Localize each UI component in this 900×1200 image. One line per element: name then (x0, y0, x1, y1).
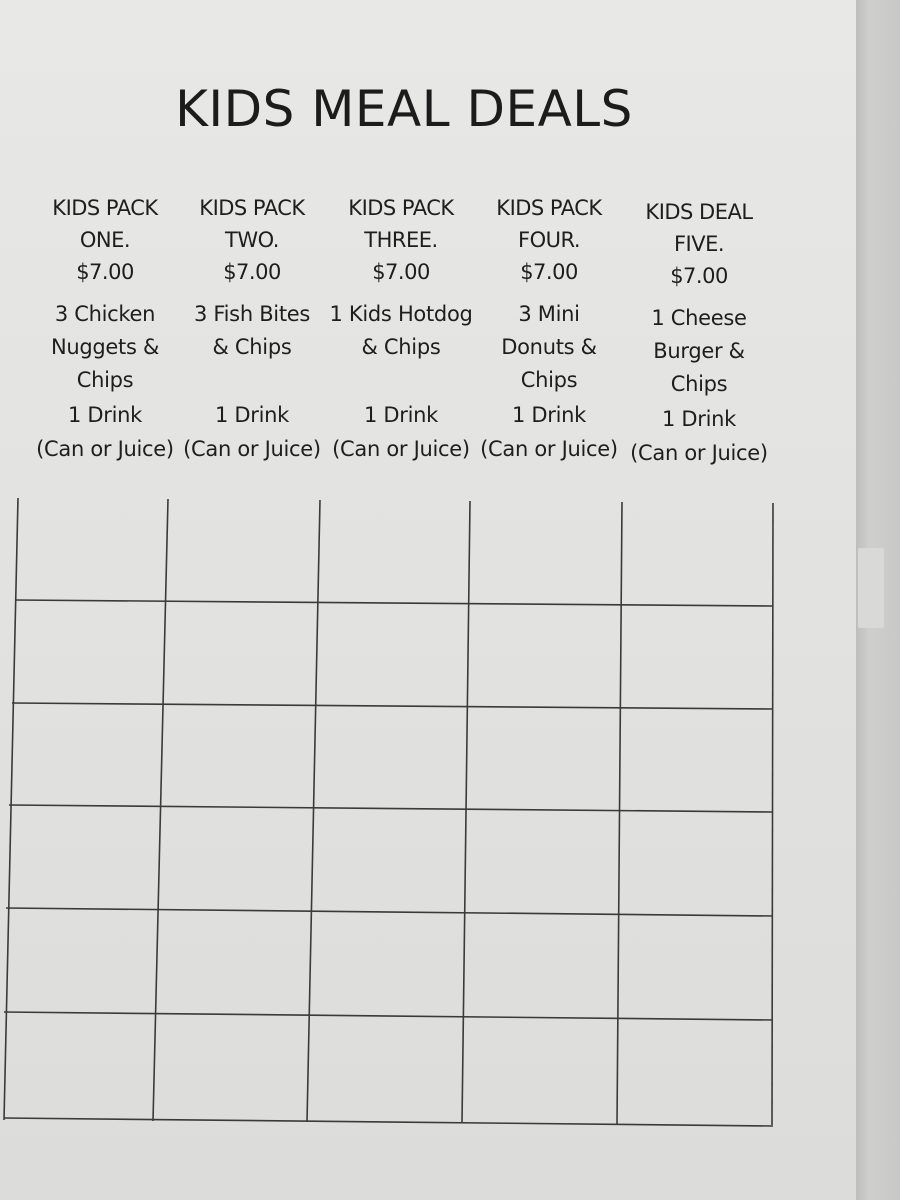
pack-number: FOUR. (518, 228, 580, 252)
grid-column-line (307, 500, 320, 1122)
pack-name: KIDS DEAL (645, 200, 753, 224)
description-line: 3 Chicken (54, 302, 156, 326)
description-line: Chips (76, 368, 134, 392)
description-line: & Chips (212, 335, 292, 359)
description-line: Nuggets & (50, 335, 160, 359)
pack-price: $7.00 (372, 260, 430, 284)
drink-line: 1 Drink (363, 403, 439, 427)
drink-option: (Can or Juice) (480, 437, 618, 461)
pack-number: ONE. (79, 228, 131, 252)
description-line: 3 Mini (518, 302, 580, 326)
grid-row-line (15, 600, 773, 606)
grid-row-line (4, 1118, 773, 1126)
pack-name: KIDS PACK (52, 196, 158, 220)
grid-row-line (9, 805, 773, 812)
description-line: 1 Kids Hotdog (329, 302, 473, 326)
pack-price: $7.00 (520, 260, 578, 284)
grid-column-line (153, 499, 168, 1121)
drink-option: (Can or Juice) (183, 437, 321, 461)
grid-column-line (4, 498, 18, 1120)
pack-name: KIDS PACK (199, 196, 305, 220)
pack-number: FIVE. (673, 232, 725, 256)
pack-number: TWO. (225, 228, 279, 252)
drink-option: (Can or Juice) (36, 437, 174, 461)
drink-line: 1 Drink (661, 407, 737, 431)
page-title: KIDS MEAL DEALS (175, 80, 633, 138)
pack-name: KIDS PACK (348, 196, 454, 220)
drink-option: (Can or Juice) (630, 441, 768, 465)
grid-column-line (462, 501, 470, 1123)
description-line: Chips (520, 368, 578, 392)
description-line: 3 Fish Bites (193, 302, 311, 326)
drink-option: (Can or Juice) (332, 437, 470, 461)
pack-number: THREE. (364, 228, 438, 252)
pack-price: $7.00 (76, 260, 134, 284)
pack-price: $7.00 (223, 260, 281, 284)
description-line: Burger & (653, 339, 745, 363)
description-line: 1 Cheese (651, 306, 747, 330)
grid-row-line (12, 703, 773, 709)
grid-row-line (6, 908, 773, 916)
pack-price: $7.00 (670, 264, 728, 288)
grid-row-line (4, 1012, 773, 1020)
drink-line: 1 Drink (214, 403, 290, 427)
description-line: & Chips (361, 335, 441, 359)
grid-column-line (772, 503, 773, 1125)
grid-column-line (617, 502, 622, 1124)
pack-name: KIDS PACK (496, 196, 602, 220)
drink-line: 1 Drink (511, 403, 587, 427)
paper-tab (858, 548, 884, 628)
drink-line: 1 Drink (67, 403, 143, 427)
description-line: Donuts & (501, 335, 597, 359)
description-line: Chips (670, 372, 728, 396)
